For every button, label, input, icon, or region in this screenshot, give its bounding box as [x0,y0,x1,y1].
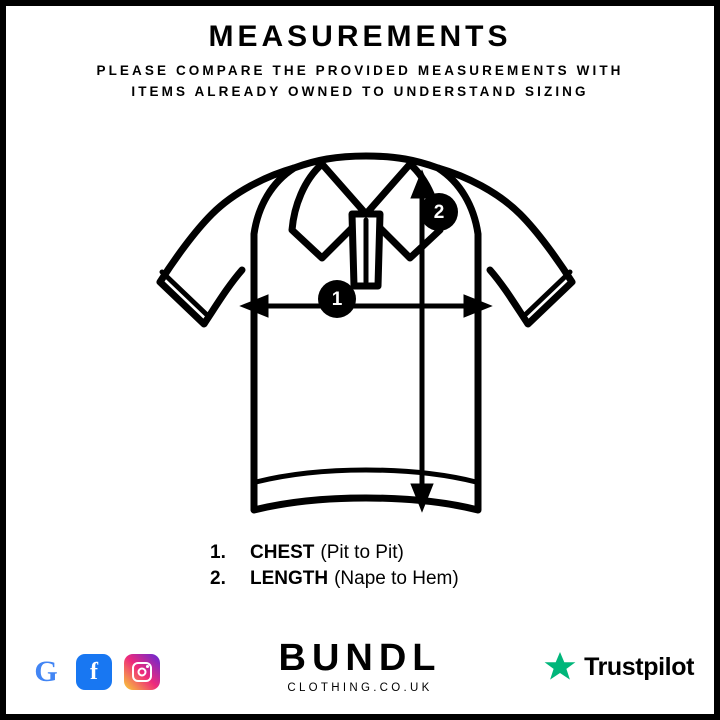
legend-sub-chest: (Pit to Pit) [320,542,404,563]
legend-item-length [210,568,510,590]
trustpilot-badge[interactable] [543,650,694,684]
brand-logo [279,639,442,694]
legend-sub-length: (Nape to Hem) [334,568,459,589]
legend-label-length: LENGTH [250,568,329,589]
subtitle-line-2: ITEMS ALREADY OWNED TO UNDERSTAND SIZING [131,83,589,99]
page-title: MEASUREMENTS [208,20,512,53]
marker-length: 2 [420,193,458,231]
trustpilot-star-icon [543,650,577,684]
facebook-icon[interactable]: f [76,654,112,690]
header [6,20,714,103]
polo-shirt-diagram [116,110,616,530]
legend [6,542,714,590]
legend-label-chest: CHEST [250,542,315,563]
subtitle-line-1: PLEASE COMPARE THE PROVIDED MEASUREMENTS WITH [96,63,624,78]
instagram-icon[interactable] [124,654,160,690]
legend-number-2: 2. [210,568,226,589]
trustpilot-label: Trustpilot [584,652,694,681]
instagram-camera-glyph [132,662,152,682]
legend-item-chest [210,542,510,564]
brand-domain: CLOTHING.CO.UK [287,682,433,694]
legend-number-1: 1. [210,542,226,563]
social-links [28,654,160,690]
footer [6,626,714,696]
google-icon[interactable]: G [28,654,64,690]
page-subtitle [40,61,680,103]
polo-shirt-icon [116,110,616,530]
brand-name: BUNDL [278,637,442,679]
marker-chest: 1 [318,280,356,318]
